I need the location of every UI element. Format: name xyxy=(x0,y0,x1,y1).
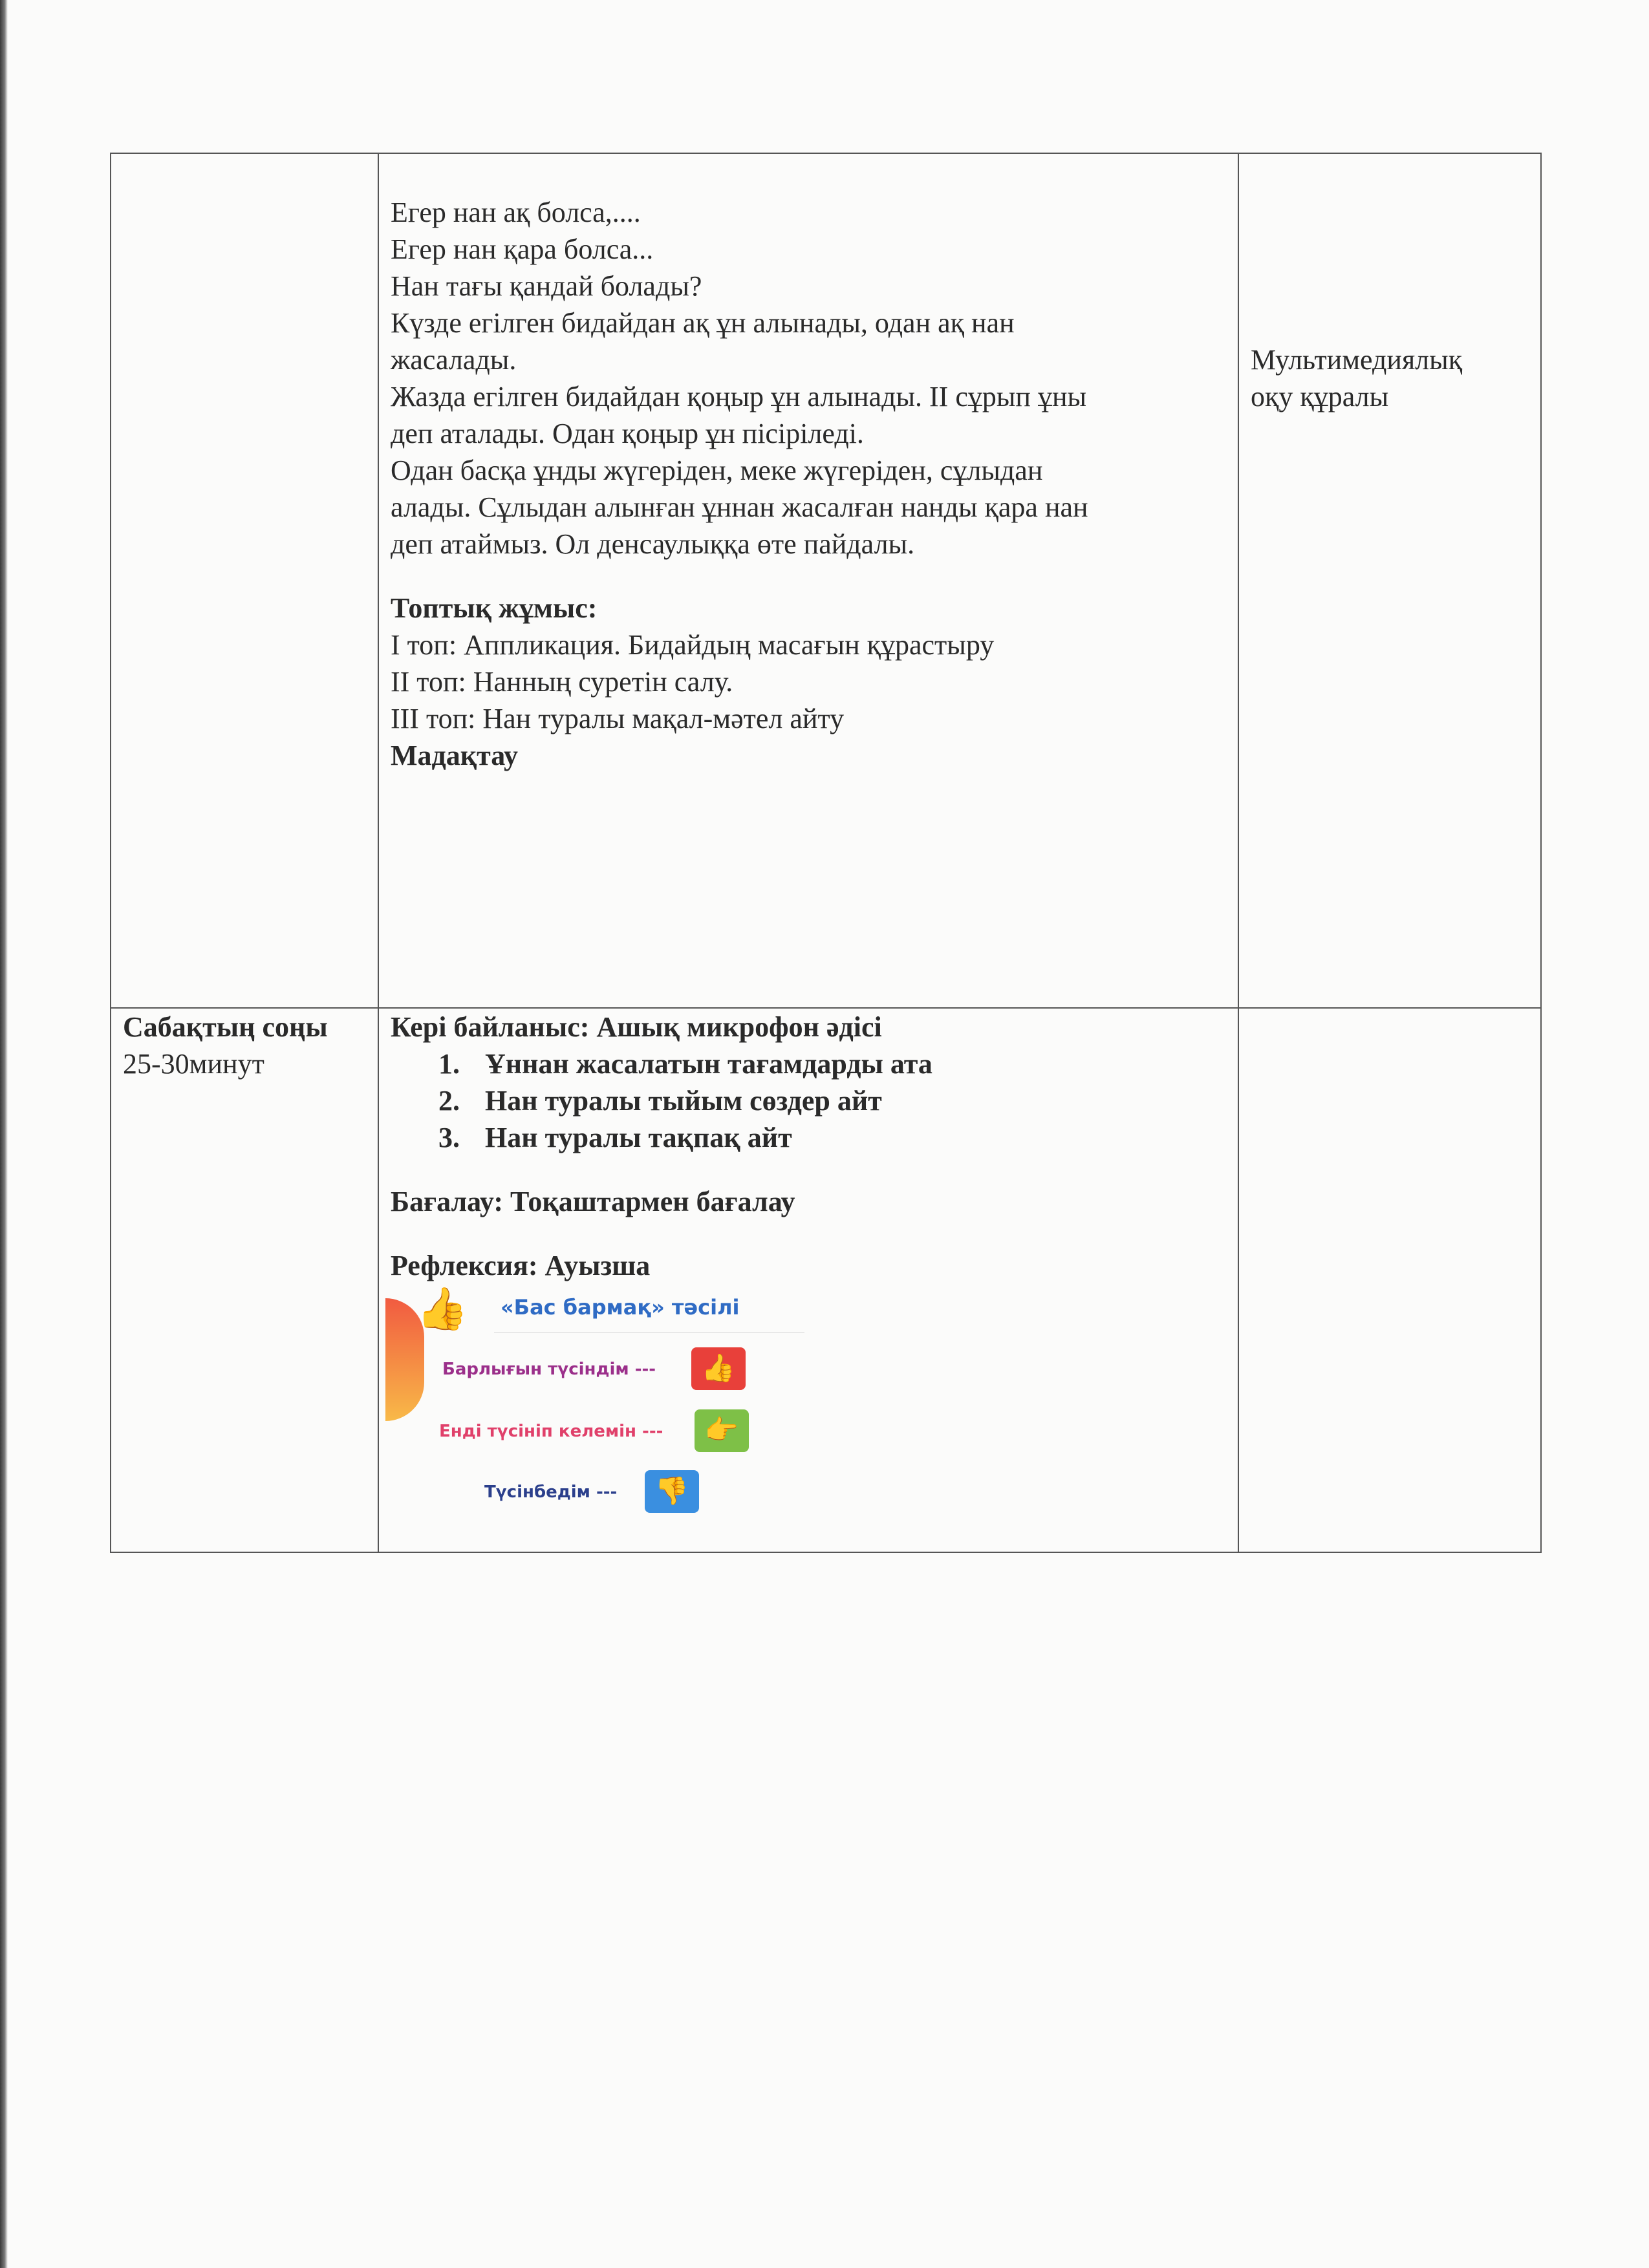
thumbs-row-learning: Енді түсініп келемін --- xyxy=(439,1422,663,1441)
text-line: Одан басқа ұнды жүгеріден, меке жүгеріден, сұлыдан xyxy=(391,455,1043,486)
resource-line: оқу құралы xyxy=(1251,381,1389,412)
thumbs-row-not-understood: Түсінбедім --- xyxy=(484,1482,618,1502)
group-item: ІІ топ: Нанның суретін салу. xyxy=(391,666,733,698)
text-line: Күзде егілген бидайдан ақ ұн алынады, одан ақ нан xyxy=(391,307,1015,339)
list-item: 3. Нан туралы тақпақ айт xyxy=(438,1122,792,1153)
table-row xyxy=(111,153,1541,1008)
text-line: Нан тағы қандай болады? xyxy=(391,270,702,302)
table-row xyxy=(111,1008,1541,1552)
thumbs-row-understood: Барлығын түсіндім --- xyxy=(442,1360,656,1379)
list-item: 2. Нан туралы тыйым сөздер айт xyxy=(438,1085,882,1117)
thumbs-down-icon: 👎 xyxy=(645,1470,699,1513)
resources-cell xyxy=(1238,1008,1541,1552)
praise-label: Мадақтау xyxy=(391,740,519,771)
assessment-label: Бағалау: Тоқаштармен бағалау xyxy=(391,1186,795,1217)
thumbs-up-hand-icon: 👍 xyxy=(416,1286,468,1332)
question-list xyxy=(391,1045,1226,1156)
text-line: жасалады. xyxy=(391,344,517,376)
reflection-label: Рефлексия: Ауызша xyxy=(391,1250,651,1281)
divider xyxy=(494,1332,804,1333)
feedback-title: Кері байланыс: Ашық микрофон әдісі xyxy=(391,1011,882,1043)
resources-cell xyxy=(1238,153,1541,1008)
text-line: деп атаймыз. Ол денсаулыққа өте пайдалы. xyxy=(391,528,915,560)
text-line: Егер нан қара болса... xyxy=(391,233,654,265)
stage-title: Сабақтың соңы xyxy=(123,1011,328,1043)
group-item: ІІІ топ: Нан туралы мақал-мәтел айту xyxy=(391,703,845,734)
text-line: Егер нан ақ болса,.... xyxy=(391,197,641,228)
lesson-plan-table xyxy=(110,153,1542,1553)
activity-cell xyxy=(378,1008,1238,1552)
activity-cell xyxy=(378,153,1238,1008)
text-line: Жазда егілген бидайдан қоңыр ұн алынады. ІІ сұрып ұны xyxy=(391,381,1087,412)
text-line: алады. Сұлыдан алынған ұннан жасалған нанды қара нан xyxy=(391,491,1088,523)
text-line: деп аталады. Одан қоңыр ұн пісіріледі. xyxy=(391,418,864,449)
stage-time: 25-30минут xyxy=(123,1048,264,1080)
stage-cell xyxy=(111,1008,378,1552)
scan-edge xyxy=(0,0,8,2268)
resource-line: Мультимедиялық xyxy=(1251,344,1463,376)
thumbs-side-icon: 👉 xyxy=(695,1409,749,1452)
list-item: 1. Ұннан жасалатын тағамдарды ата xyxy=(438,1048,932,1080)
group-item: І топ: Аппликация. Бидайдың масағын құрастыру xyxy=(391,629,995,661)
thumbs-method-image xyxy=(391,1287,843,1532)
thumbs-title: «Бас бармақ» тәсілі xyxy=(501,1295,740,1320)
group-work-title: Топтық жұмыс: xyxy=(391,592,598,624)
stage-cell xyxy=(111,153,378,1008)
thumbs-up-icon: 👍 xyxy=(691,1347,746,1390)
